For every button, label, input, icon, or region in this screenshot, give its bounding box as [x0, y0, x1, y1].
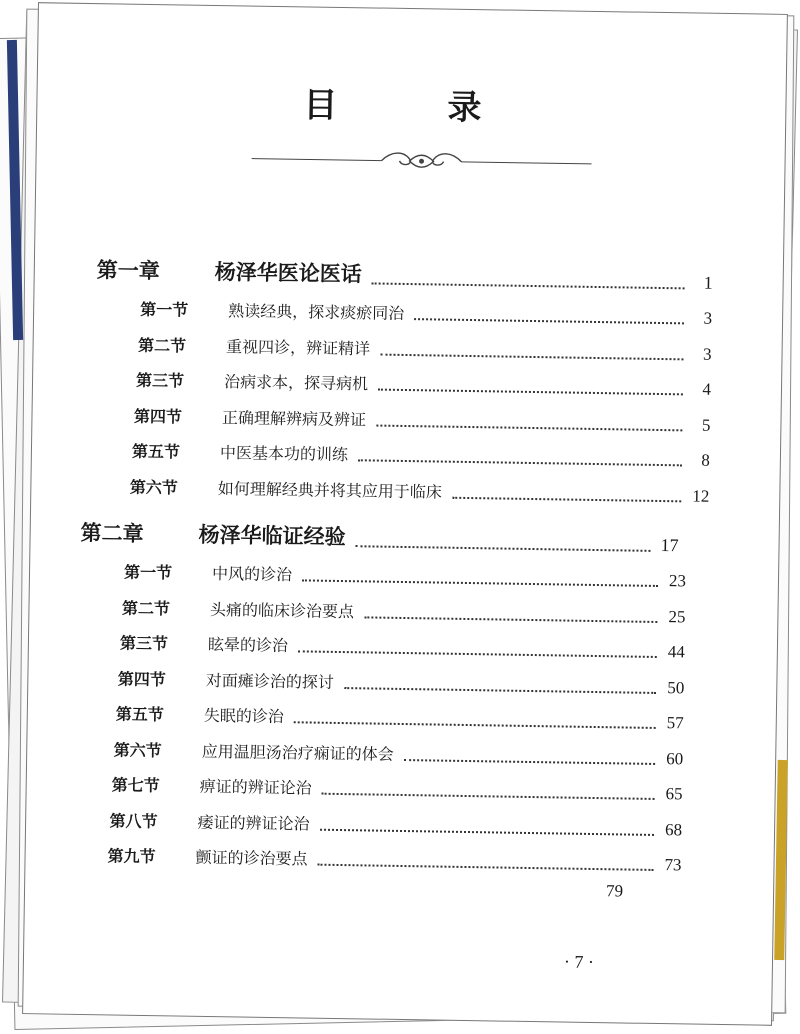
toc-chapter-row[interactable] [80, 517, 678, 556]
page-ref: 44 [667, 642, 686, 662]
page-ref: 12 [692, 486, 710, 506]
toc-section-row[interactable] [122, 595, 686, 627]
section-title: 眩晕的诊治 [207, 634, 289, 656]
toc-section-row[interactable] [112, 772, 683, 804]
page-ref: 57 [666, 713, 684, 733]
section-number: 第二节 [121, 598, 171, 618]
toc-section-row[interactable] [107, 843, 681, 875]
section-number: 第三节 [119, 633, 169, 654]
page-ref: 3 [702, 344, 712, 364]
dot-leader [320, 827, 654, 835]
section-title: 中医基本功的训练 [219, 443, 349, 465]
toc-section-row[interactable] [109, 808, 682, 840]
page-ref: 8 [701, 450, 711, 470]
dot-leader [322, 792, 655, 800]
page-ref: 5 [701, 415, 711, 435]
section-title: 痿证的辨证论治 [197, 812, 310, 834]
dot-leader [294, 720, 656, 729]
toc-page [22, 2, 788, 1026]
section-title: 熟读经典，探求痰瘀同治 [228, 301, 405, 323]
chapter-number: 第一章 [96, 258, 160, 284]
chapter-title: 杨泽华临证经验 [198, 522, 346, 550]
trailing-page-ref: 79 [605, 880, 624, 900]
dot-leader [317, 863, 653, 871]
section-title: 痹证的辨证论治 [199, 776, 312, 798]
chapter-title: 杨泽华医论医话 [214, 259, 362, 287]
section-number: 第三节 [135, 370, 185, 391]
section-number: 第五节 [115, 704, 164, 725]
section-number: 第九节 [107, 846, 156, 867]
section-number: 第五节 [131, 441, 181, 462]
dot-leader [372, 281, 685, 289]
page-ref: 68 [664, 819, 683, 839]
section-title: 头痛的临床诊治要点 [209, 599, 355, 621]
page-ref: 50 [667, 677, 685, 697]
dot-leader [302, 578, 658, 587]
dot-leader [376, 423, 682, 431]
section-number: 第七节 [111, 775, 160, 796]
toc-section-row[interactable] [120, 631, 685, 663]
section-title: 中风的诊治 [211, 563, 293, 585]
page-ref: 1 [703, 272, 713, 293]
toc-chapter-row[interactable] [97, 254, 713, 294]
page-ref: 17 [660, 535, 679, 556]
toc-section-row[interactable] [118, 666, 685, 698]
page-ref: 4 [702, 379, 712, 399]
dot-leader [358, 458, 682, 466]
section-title: 治病求本，探寻病机 [223, 372, 369, 394]
dot-leader [404, 758, 656, 765]
section-number: 第六节 [113, 739, 162, 760]
page-ref: 65 [665, 784, 683, 804]
chapter-number: 第二章 [80, 520, 144, 546]
dot-leader [364, 615, 657, 623]
section-number: 第一节 [140, 299, 189, 320]
toc-section-row[interactable] [134, 403, 711, 435]
page-ref: 25 [668, 606, 686, 626]
dot-leader [298, 649, 657, 658]
dot-leader [344, 686, 656, 694]
section-title: 失眠的诊治 [203, 705, 284, 727]
dot-leader [380, 352, 683, 360]
dot-leader [452, 495, 682, 502]
toc-section-row[interactable] [140, 297, 712, 329]
page-ref: 73 [664, 855, 682, 875]
page-ref: 60 [666, 748, 684, 768]
table-of-contents [35, 253, 783, 900]
section-title: 颤证的诊治要点 [195, 847, 308, 869]
toc-section-row[interactable] [116, 701, 684, 733]
toc-section-row[interactable] [114, 737, 684, 769]
dot-leader [355, 544, 650, 552]
toc-section-row[interactable] [132, 439, 710, 471]
toc-section-row[interactable] [124, 560, 686, 592]
section-number: 第六节 [129, 477, 179, 497]
section-title: 正确理解辨病及辨证 [221, 407, 367, 429]
section-number: 第八节 [109, 810, 158, 831]
page-title: 目 录 [303, 85, 520, 129]
section-number: 第一节 [123, 562, 173, 583]
page-number: · 7 · [563, 951, 595, 973]
dot-leader [414, 317, 684, 324]
section-title: 如何理解经典并将其应用于临床 [217, 478, 443, 502]
toc-section-row[interactable] [138, 332, 712, 364]
ornament-divider-icon [251, 147, 591, 176]
page-ref: 3 [703, 308, 713, 328]
dot-leader [378, 388, 683, 396]
section-title: 应用温胆汤治疗痫证的体会 [201, 741, 394, 764]
section-title: 对面瘫诊治的探讨 [205, 670, 335, 692]
section-title: 重视四诊，辨证精详 [225, 336, 371, 358]
section-number: 第四节 [117, 669, 167, 689]
section-number: 第四节 [133, 406, 183, 426]
section-number: 第二节 [137, 335, 187, 356]
toc-section-row[interactable] [130, 474, 710, 506]
toc-section-row[interactable] [136, 368, 711, 400]
page-ref: 23 [668, 571, 687, 591]
